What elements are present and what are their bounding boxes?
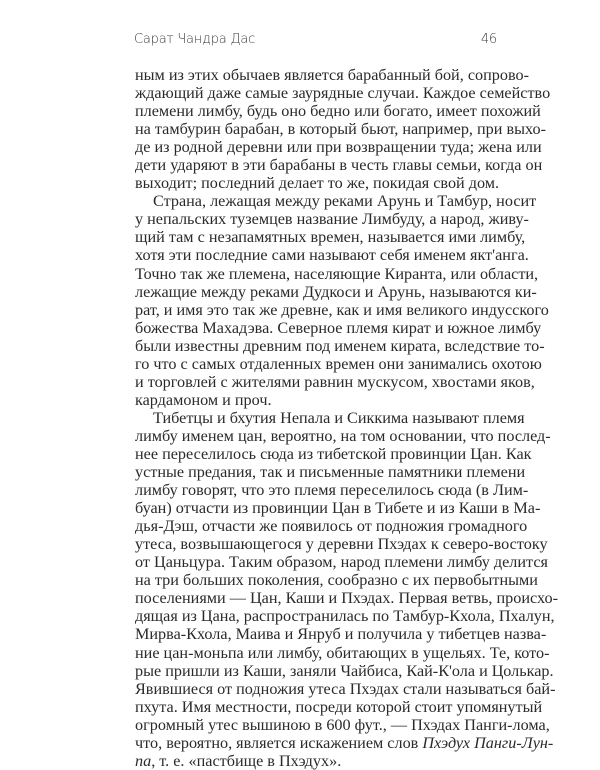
text-line <box>135 733 554 752</box>
running-head-author: Сарат Чандра Дас <box>134 32 256 47</box>
text-line: выходит; последний делает то же, покидая свой дом. <box>135 174 500 193</box>
text-line: утеса, возвышающегося у деревни Пхэдах к северо-востоку <box>135 535 548 554</box>
text-line: Тибетцы и бхутия Непала и Сиккима называют племя <box>153 408 525 427</box>
text-line: на тамбурин барабан, в который бьют, например, при выхо- <box>135 120 546 139</box>
text-line: го что с самых отдаленных времен они занимались охотою <box>135 354 542 373</box>
italic-term: Пхэдух Панги-Лун- <box>422 733 554 752</box>
text-line: дети ударяют в эти барабаны в честь главы семьи, когда он <box>135 156 543 175</box>
running-head <box>134 32 497 50</box>
body-text <box>135 66 558 770</box>
text-line: ным из этих обычаев является барабанный бой, сопрово- <box>135 66 529 84</box>
text-line: у непальских туземцев название Лимбуду, а народ, живу- <box>135 210 529 229</box>
text-line: на три больших поколения, сообразно с их первобытными <box>135 571 538 590</box>
text-line: поселениями — Цан, Каши и Пхэдах. Первая ветвь, происхо- <box>135 589 558 608</box>
text-line: племени лимбу, будь оно бедно или богато, имеет похожий <box>135 102 541 121</box>
text-line: лимбу говорят, что это племя переселилось сюда (в Лим- <box>135 481 529 500</box>
text-line: буан) отчасти из провинции Цан в Тибете и из Каши в Ма- <box>135 499 541 518</box>
text-line: нее переселилось сюда из тибетской провинции Цан. Как <box>135 444 532 463</box>
text-line: дья-Дэш, отчасти же появилось от подножия громадного <box>135 517 528 536</box>
text-run: , т. е. «пастбище в Пхэдух». <box>151 751 342 770</box>
text-line: лежащие между реками Дудкоси и Арунь, называются ки- <box>135 282 537 301</box>
text-line: от Цаньцура. Таким образом, народ племени лимбу делится <box>135 553 548 572</box>
text-line: дящая из Цана, распространилась по Тамбур-Кхола, Пхалун, <box>135 607 555 626</box>
text-line: божества Махадэва. Северное племя кират и южное лимбу <box>135 318 542 337</box>
text-line: рат, и имя это так же древне, как и имя великого индусского <box>135 300 549 319</box>
text-line: лимбу именем цан, вероятно, на том основании, что послед- <box>135 426 551 445</box>
text-line: Мирва-Кхола, Маива и Янруб и получила у тибетцев назва- <box>135 625 547 644</box>
text-run: что, вероятно, является искажением слов <box>135 733 423 752</box>
page-number: 46 <box>480 32 497 47</box>
text-line: ждающий даже самые заурядные случаи. Каждое семейство <box>135 84 551 103</box>
text-line: Страна, лежащая между реками Арунь и Тамбур, носит <box>153 192 537 211</box>
text-line: ние цан-моньпа или лимбу, обитающих в ущельях. Те, кото- <box>135 643 550 662</box>
italic-term: па <box>135 751 152 770</box>
text-line: хотя эти последние сами называют себя именем якт'анга. <box>135 246 529 265</box>
text-line: кардамоном и проч. <box>135 390 272 409</box>
text-line: и торговлей с жителями равнин мускусом, хвостами яков, <box>135 372 535 391</box>
text-line: щий там с незапамятных времен, называется ими лимбу, <box>135 228 526 247</box>
text-line: устные предания, так и письменные памятники племени <box>135 463 526 482</box>
text-line: пхута. Имя местности, посреди которой стоит упомянутый <box>135 697 543 716</box>
text-line: Точно так же племена, населяющие Киранта, или области, <box>135 264 539 283</box>
text-line: Явившиеся от подножия утеса Пхэдах стали называться бай- <box>135 679 556 698</box>
text-line: были известны древним под именем кирата, вследствие то- <box>135 336 545 355</box>
text-line <box>135 752 497 770</box>
text-line: рые пришли из Каши, заняли Чайбиса, Кай-К'ола и Цолькар. <box>135 661 554 680</box>
text-line: огромный утес вышиною в 600 фут., — Пхэдах Панги-лома, <box>135 715 550 734</box>
text-line: де из родной деревни или при возвращении туда; жена или <box>135 138 542 157</box>
